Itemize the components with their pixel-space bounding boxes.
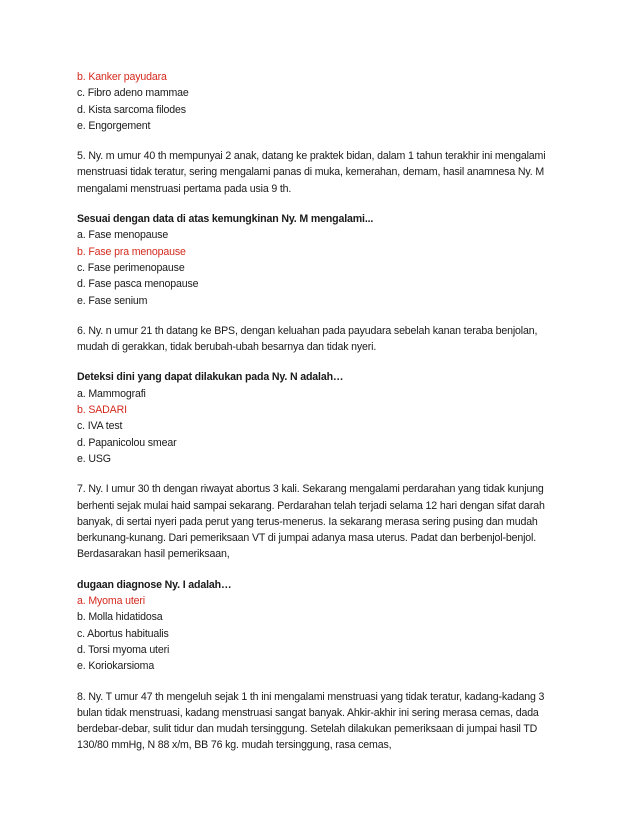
- option-d: d. Kista sarcoma filodes: [77, 103, 186, 116]
- question-5-line: menstruasi tidak teratur, sering mengalami panas di muka, kemerahan, demam, hasil anamnesa Ny. M: [77, 166, 545, 179]
- question-7-option-a-answer: a. Myoma uteri: [77, 595, 145, 608]
- question-5-line: 5. Ny. m umur 40 th mempunyai 2 anak, datang ke praktek bidan, dalam 1 tahun terakhir ini mengalami: [77, 150, 546, 163]
- question-7-line: berhenti sejak mulai haid sampai sekarang. Perdarahan telah terjadi selama 12 hari dengan sifat darah: [77, 499, 545, 512]
- spacer: [77, 355, 565, 369]
- question-7-option-e: e. Koriokarsioma: [77, 660, 155, 673]
- option-b-answer: b. Kanker payudara: [77, 71, 167, 83]
- spacer: [77, 134, 565, 148]
- question-7-prompt: dugaan diagnose Ny. I adalah…: [77, 578, 232, 591]
- question-6-option-b-answer: b. SADARI: [77, 404, 127, 417]
- question-6: [77, 323, 565, 467]
- question-8: [77, 689, 565, 754]
- question-7-line: Berdasarakan hasil pemeriksaan,: [77, 548, 230, 561]
- question-8-line: bulan tidak menstruasi, kadang menstruasi sangat banyak. Ahkir-akhir ini sering merasa cemas, dada: [77, 706, 539, 719]
- question-8-line: 8. Ny. T umur 47 th mengeluh sejak 1 th ini mengalami menstruasi yang tidak teratur, kadang-kadang 3: [77, 690, 545, 703]
- document-content: [77, 69, 565, 754]
- question-6-line: mudah di gerakkan, tidak berubah-ubah besarnya dan tidak nyeri.: [77, 341, 377, 354]
- question-5-option-b-answer: b. Fase pra menopause: [77, 245, 186, 258]
- question-5-prompt: Sesuai dengan data di atas kemungkinan Ny. M mengalami...: [77, 213, 374, 226]
- spacer: [77, 563, 565, 577]
- question-7-line: berkunang-kunang. Dari pemeriksaan VT di jumpai adanya masa uterus. Padat dan berbenjol-benjol.: [77, 532, 537, 545]
- question-5-line: mengalami menstruasi pertama pada usia 9 th.: [77, 182, 292, 195]
- question-7-line: banyak, di sertai nyeri pada perut yang terus-menerus. Ia sekarang merasa sering pusing dan mudah: [77, 515, 538, 528]
- question-6-option-d: d. Papanicolou smear: [77, 436, 177, 449]
- question-6-option-a: a. Mammografi: [77, 387, 146, 400]
- spacer: [77, 309, 565, 323]
- question-5-option-a: a. Fase menopause: [77, 229, 169, 242]
- question-5-option-d: d. Fase pasca menopause: [77, 278, 199, 291]
- spacer: [77, 675, 565, 689]
- question-8-line: berdebar-debar, sulit tidur dan mudah tersinggung. Setelah dilakukan pemeriksaan di jumpai hasil TD: [77, 723, 538, 736]
- question-6-line: 6. Ny. n umur 21 th datang ke BPS, dengan keluahan pada payudara sebelah kanan teraba benjolan,: [77, 324, 538, 337]
- option-e: e. Engorgement: [77, 119, 151, 132]
- spacer: [77, 467, 565, 481]
- spacer: [77, 197, 565, 211]
- question-7-option-c: c. Abortus habitualis: [77, 627, 169, 640]
- question-6-prompt: Deteksi dini yang dapat dilakukan pada Ny. N adalah…: [77, 371, 344, 384]
- top-options-list: [77, 69, 565, 134]
- question-7: [77, 481, 565, 674]
- question-7-option-b: b. Molla hidatidosa: [77, 611, 163, 624]
- option-c: c. Fibro adeno mammae: [77, 87, 189, 100]
- question-5: [77, 148, 565, 309]
- question-5-option-c: c. Fase perimenopause: [77, 261, 185, 274]
- question-8-line: 130/80 mmHg, N 88 x/m, BB 76 kg. mudah tersinggung, rasa cemas,: [77, 739, 392, 752]
- question-6-option-e: e. USG: [77, 452, 111, 465]
- question-5-option-e: e. Fase senium: [77, 294, 148, 307]
- question-7-option-d: d. Torsi myoma uteri: [77, 643, 170, 656]
- question-7-line: 7. Ny. I umur 30 th dengan riwayat abortus 3 kali. Sekarang mengalami perdarahan yang tidak kunjung: [77, 483, 544, 496]
- question-6-option-c: c. IVA test: [77, 420, 123, 433]
